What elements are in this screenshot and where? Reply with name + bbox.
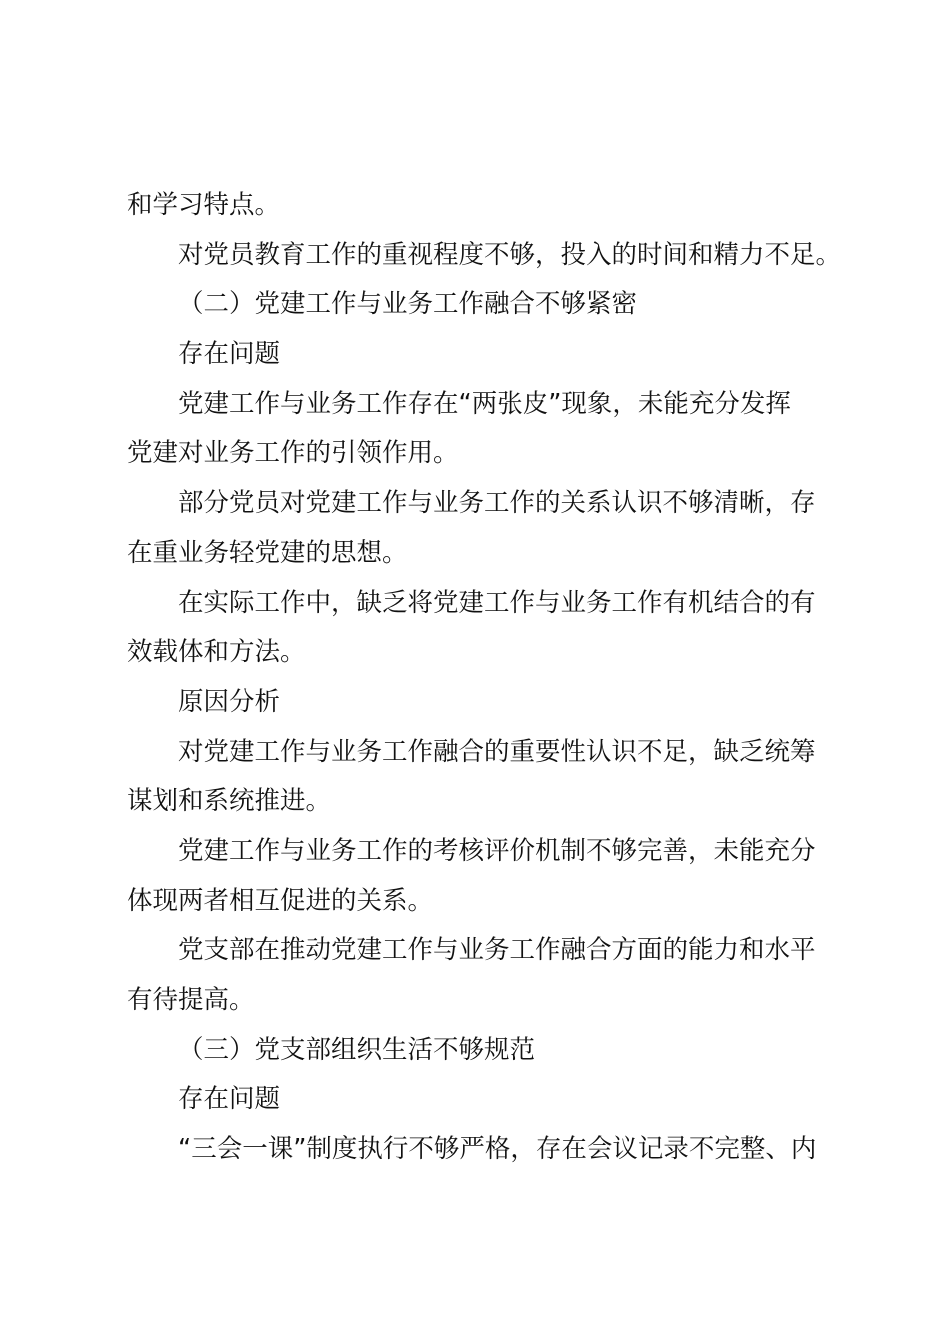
text-line: 部分党员对党建工作与业务工作的关系认识不够清晰，存 <box>178 488 816 519</box>
text-line: 对党员教育工作的重视程度不够，投入的时间和精力不足。 <box>178 239 842 270</box>
subheading: 存在问题 <box>178 1084 281 1115</box>
body-text <box>127 181 842 1175</box>
text-line: 党支部在推动党建工作与业务工作融合方面的能力和水平 <box>178 935 816 966</box>
text-line: 党建对业务工作的引领作用。 <box>127 438 459 469</box>
text-line: 党建工作与业务工作存在“两张皮”现象，未能充分发挥 <box>178 388 791 419</box>
text-line: 在实际工作中，缺乏将党建工作与业务工作有机结合的有 <box>178 587 816 618</box>
text-line: 和学习特点。 <box>127 190 281 220</box>
text-line: 党建工作与业务工作的考核评价机制不够完善，未能充分 <box>178 835 816 866</box>
text-line: 有待提高。 <box>127 985 255 1015</box>
text-line: 对党建工作与业务工作融合的重要性认识不足，缺乏统筹 <box>178 736 816 767</box>
text-line: 体现两者相互促进的关系。 <box>127 885 434 916</box>
text-line: “三会一课”制度执行不够严格，存在会议记录不完整、内 <box>178 1134 817 1165</box>
section-heading: （二）党建工作与业务工作融合不够紧密 <box>178 289 638 320</box>
text-line: 在重业务轻党建的思想。 <box>127 537 408 568</box>
text-line: 效载体和方法。 <box>127 637 306 668</box>
section-heading: （三）党支部组织生活不够规范 <box>178 1034 536 1065</box>
subheading: 原因分析 <box>178 686 281 717</box>
text-line: 谋划和系统推进。 <box>127 786 332 817</box>
subheading: 存在问题 <box>178 339 281 370</box>
